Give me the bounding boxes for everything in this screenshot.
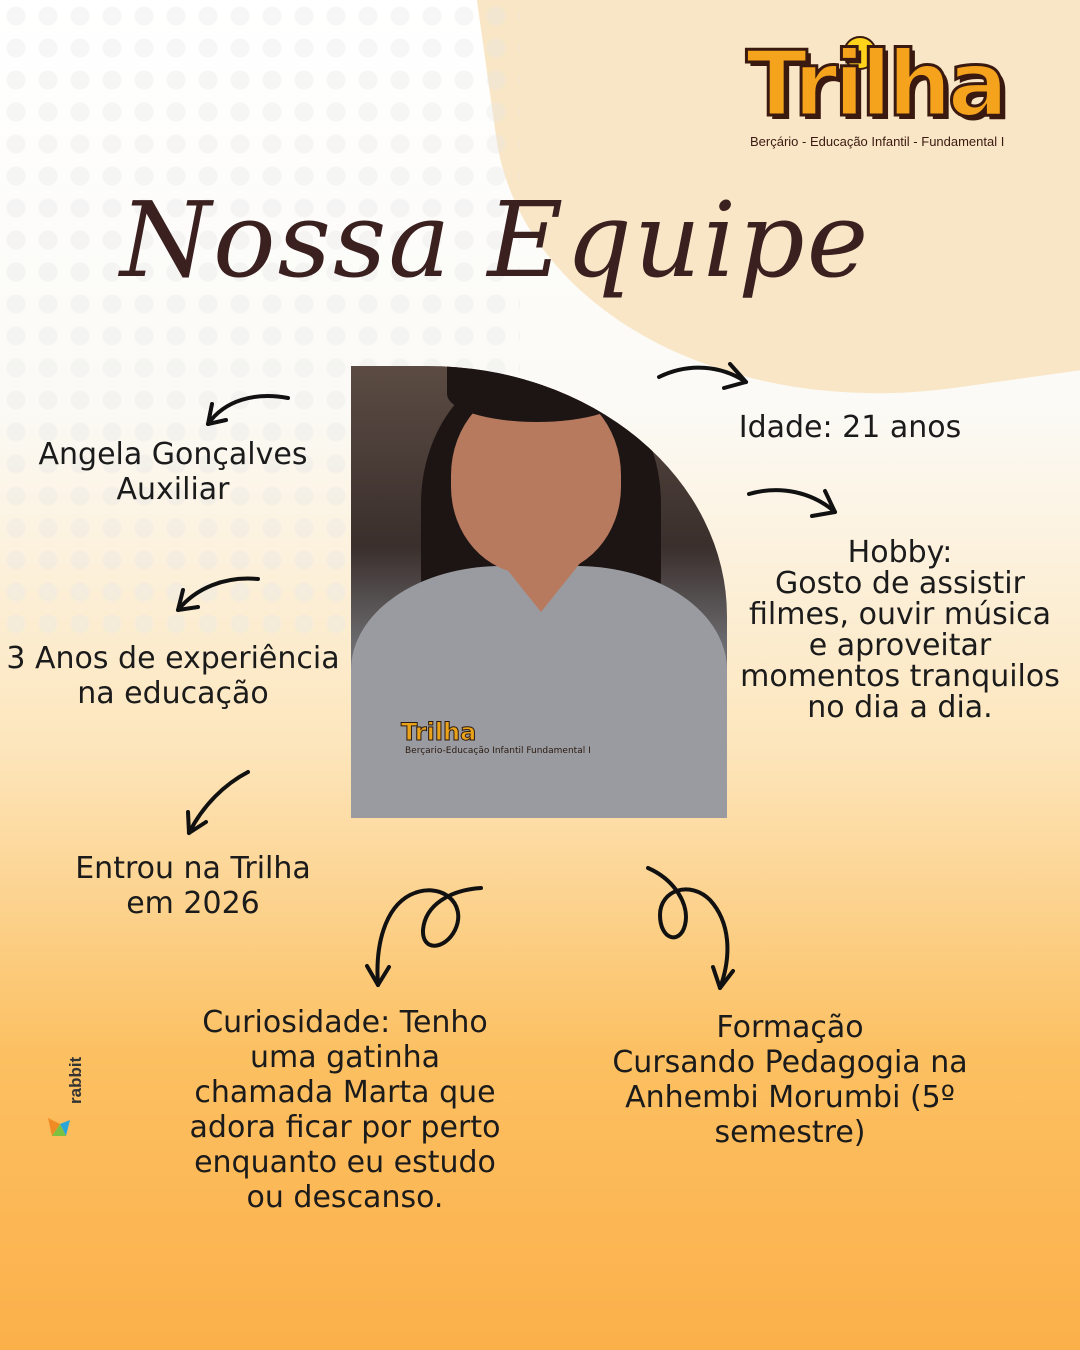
arrow-icon xyxy=(749,490,835,516)
page-title: Nossa Equipe xyxy=(120,179,871,301)
arrow-icon xyxy=(648,868,733,988)
shirt-badge-sub: Berçario-Educação Infantil Fundamental I xyxy=(405,746,591,756)
education-text: Cursando Pedagogia na Anhembi Morumbi (5º semestre) xyxy=(612,1045,968,1150)
hobby-text: Gosto de assistir filmes, ouvir música e aproveitar momentos tranquilos no dia a dia. xyxy=(740,566,1060,725)
shirt-badge-word: Trilha xyxy=(401,718,477,746)
arrow-icon xyxy=(659,364,746,388)
joined-line1: Entrou na Trilha xyxy=(75,851,311,886)
experience-line1: 3 Anos de experiência xyxy=(6,641,340,676)
arrow-icon xyxy=(367,888,481,985)
arrow-icon xyxy=(188,772,248,833)
arrow-icon xyxy=(178,579,258,610)
profile-role: Auxiliar xyxy=(116,472,230,507)
age-text: Idade: 21 anos xyxy=(738,410,962,445)
arrow-icon xyxy=(208,396,288,424)
rabbit-logo-icon xyxy=(46,1112,72,1138)
logo-word: Trilha xyxy=(746,32,1005,137)
joined-line2: em 2026 xyxy=(126,886,260,921)
profile-name: Angela Gonçalves xyxy=(38,437,308,472)
education-label: Formação xyxy=(716,1010,864,1045)
experience-line2: na educação xyxy=(77,676,269,711)
curiosity-text: Curiosidade: Tenho uma gatinha chamada Marta que adora ficar por perto enquanto eu estudo ou descanso. xyxy=(189,1005,501,1215)
hobby-label: Hobby: xyxy=(847,535,953,570)
rabbit-word: rabbit xyxy=(66,1056,85,1104)
rabbit-brand xyxy=(36,1040,86,1150)
logo-tagline: Berçário - Educação Infantil - Fundamental I xyxy=(750,134,1005,149)
